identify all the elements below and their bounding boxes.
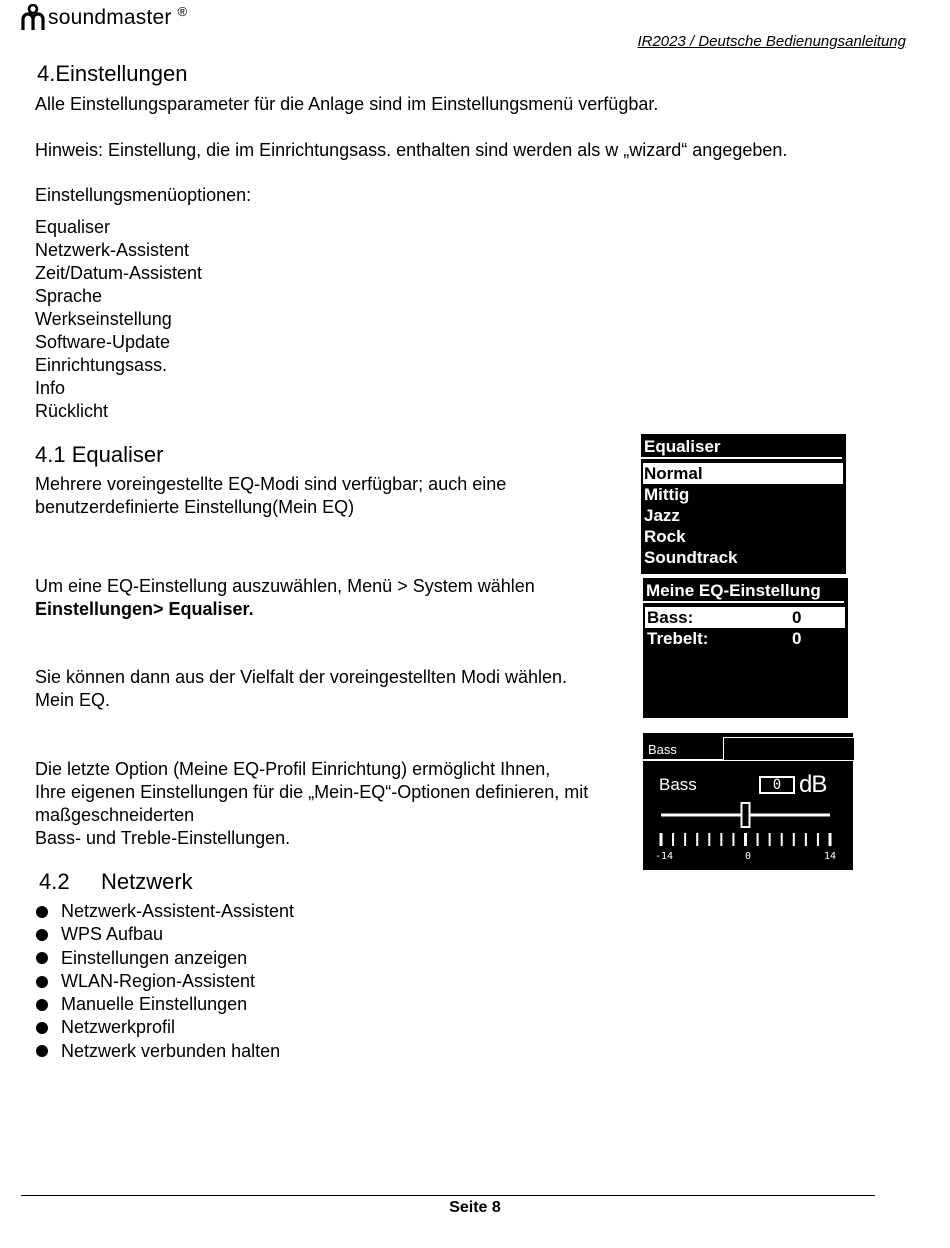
scale-tick xyxy=(829,833,832,846)
equaliser-paragraph-1 xyxy=(35,473,506,519)
document-title: IR2023 / Deutsche Bedienungsanleitung xyxy=(637,33,906,50)
screen-title: Equaliser xyxy=(641,437,842,459)
slider-handle[interactable] xyxy=(742,803,750,827)
bass-label: Bass xyxy=(659,775,697,794)
section-title: 4.Einstellungen xyxy=(37,61,188,86)
list-item: Info xyxy=(35,378,66,398)
bullet-icon xyxy=(36,1045,48,1057)
row-value: 0 xyxy=(792,608,802,627)
bullet-icon xyxy=(36,999,48,1011)
list-item xyxy=(36,947,294,970)
scale-tick xyxy=(732,833,734,846)
scale-min-label: -14 xyxy=(655,851,674,862)
intro-paragraph: Alle Einstellungsparameter für die Anlage sind im Einstellungsmenü verfügbar. xyxy=(35,94,659,114)
list-item-label: WLAN-Region-Assistent xyxy=(61,970,256,991)
list-item: Sprache xyxy=(35,286,103,306)
row-label: Bass: xyxy=(647,608,694,627)
scale-tick xyxy=(793,833,795,846)
bass-value-box: 0 xyxy=(759,776,795,794)
list-item: Zeit/Datum-Assistent xyxy=(35,263,203,283)
list-item: Werkseinstellung xyxy=(35,309,172,329)
eq-mode-item[interactable]: Normal xyxy=(643,463,843,484)
page-number xyxy=(0,1199,950,1217)
list-item-label: Netzwerk-Assistent-Assistent xyxy=(61,901,295,921)
menu-path: Einstellungen> Equaliser. xyxy=(35,599,254,619)
scale-tick xyxy=(684,833,686,846)
list-item xyxy=(36,1016,294,1039)
settings-options-list xyxy=(35,216,202,423)
registered-mark: ® xyxy=(177,3,188,19)
list-item: Einrichtungsass. xyxy=(35,355,168,375)
bullet-icon xyxy=(36,906,48,918)
list-item xyxy=(36,923,294,946)
soundmaster-logo-icon xyxy=(20,4,46,32)
list-item: Rücklicht xyxy=(35,401,109,421)
scale-tick xyxy=(757,833,759,846)
scale-tick xyxy=(805,833,807,846)
screen-title: Meine EQ-Einstellung xyxy=(643,581,844,603)
scale-tick xyxy=(817,833,819,846)
note-paragraph: Hinweis: Einstellung, die im Einrichtungsass. enthalten sind werden als w „wizard“ angegeben. xyxy=(35,140,788,160)
scale-tick xyxy=(720,833,722,846)
text-line: Mein EQ. xyxy=(35,690,111,710)
list-item-label: Netzwerkprofil xyxy=(61,1017,176,1038)
scale-mid-label: 0 xyxy=(745,851,752,862)
scale-tick xyxy=(744,833,747,846)
footer-divider xyxy=(21,1195,875,1196)
list-item xyxy=(36,1040,294,1063)
list-item-label: Netzwerk verbunden halten xyxy=(61,1040,281,1061)
bass-row[interactable] xyxy=(645,607,845,628)
scale-tick xyxy=(781,833,783,846)
treble-row[interactable] xyxy=(643,628,848,649)
scale-tick xyxy=(672,833,674,846)
equaliser-paragraph-2 xyxy=(35,575,535,621)
equaliser-paragraph-4 xyxy=(35,758,588,850)
text-line: benutzerdefinierte Einstellung(Mein EQ) xyxy=(35,497,355,517)
subsection-title-equaliser: 4.1 Equaliser xyxy=(35,442,164,467)
eq-mode-item[interactable]: Rock xyxy=(644,527,686,546)
scale-tick xyxy=(769,833,771,846)
subsection-number-network: 4.2 xyxy=(39,869,70,894)
list-item: Equaliser xyxy=(35,217,111,237)
row-label: Trebelt: xyxy=(647,629,709,648)
subsection-title-network: Netzwerk xyxy=(101,869,193,894)
brand-name: soundmaster xyxy=(48,6,172,29)
bullet-icon xyxy=(36,952,48,964)
text-line: Mehrere voreingestellte EQ-Modi sind verfügbar; auch eine xyxy=(35,474,507,494)
text-line: maßgeschneiderten xyxy=(35,805,195,825)
text-line: Bass- und Treble-Einstellungen. xyxy=(35,828,291,848)
bass-adjust-screen xyxy=(643,733,853,870)
text-line: Ihre eigenen Einstellungen für die „Mein-EQ“-Optionen definieren, mit xyxy=(35,782,589,802)
list-item-label: Einstellungen anzeigen xyxy=(61,947,248,968)
row-value: 0 xyxy=(792,629,802,648)
scale-tick xyxy=(660,833,663,846)
brand-logo xyxy=(20,4,187,32)
list-item-label: Manuelle Einstellungen xyxy=(61,994,248,1015)
my-eq-settings-screen xyxy=(643,578,848,718)
scale-max-label: 14 xyxy=(824,851,837,862)
screen-tab-label: Bass xyxy=(648,742,677,757)
text-line: Sie können dann aus der Vielfalt der voreingestellten Modi wählen. xyxy=(35,667,568,687)
options-label: Einstellungsmenüoptionen: xyxy=(35,185,252,205)
text-line: Um eine EQ-Einstellung auszuwählen, Menü > System wählen xyxy=(35,576,535,596)
list-item-label: WPS Aufbau xyxy=(61,924,164,945)
page-number-label: Seite 8 xyxy=(449,1199,501,1216)
equaliser-menu-screen xyxy=(641,434,846,574)
network-options-list xyxy=(36,900,294,1063)
list-item: Netzwerk-Assistent xyxy=(35,240,190,260)
eq-mode-item[interactable]: Jazz xyxy=(644,506,680,525)
bullet-icon xyxy=(36,976,48,988)
list-item xyxy=(36,970,294,993)
eq-mode-item[interactable]: Soundtrack xyxy=(644,548,738,567)
unit-label: dB xyxy=(799,771,827,798)
list-item: Software-Update xyxy=(35,332,171,352)
tab-shade xyxy=(723,737,854,760)
text-line: Die letzte Option (Meine EQ-Profil Einrichtung) ermöglicht Ihnen, xyxy=(35,759,551,779)
scale-tick xyxy=(696,833,698,846)
list-item xyxy=(36,900,294,923)
bullet-icon xyxy=(36,1022,48,1034)
equaliser-paragraph-3 xyxy=(35,666,567,712)
scale-tick xyxy=(708,833,710,846)
bullet-icon xyxy=(36,929,48,941)
list-item xyxy=(36,993,294,1016)
eq-mode-item[interactable]: Mittig xyxy=(644,485,690,504)
